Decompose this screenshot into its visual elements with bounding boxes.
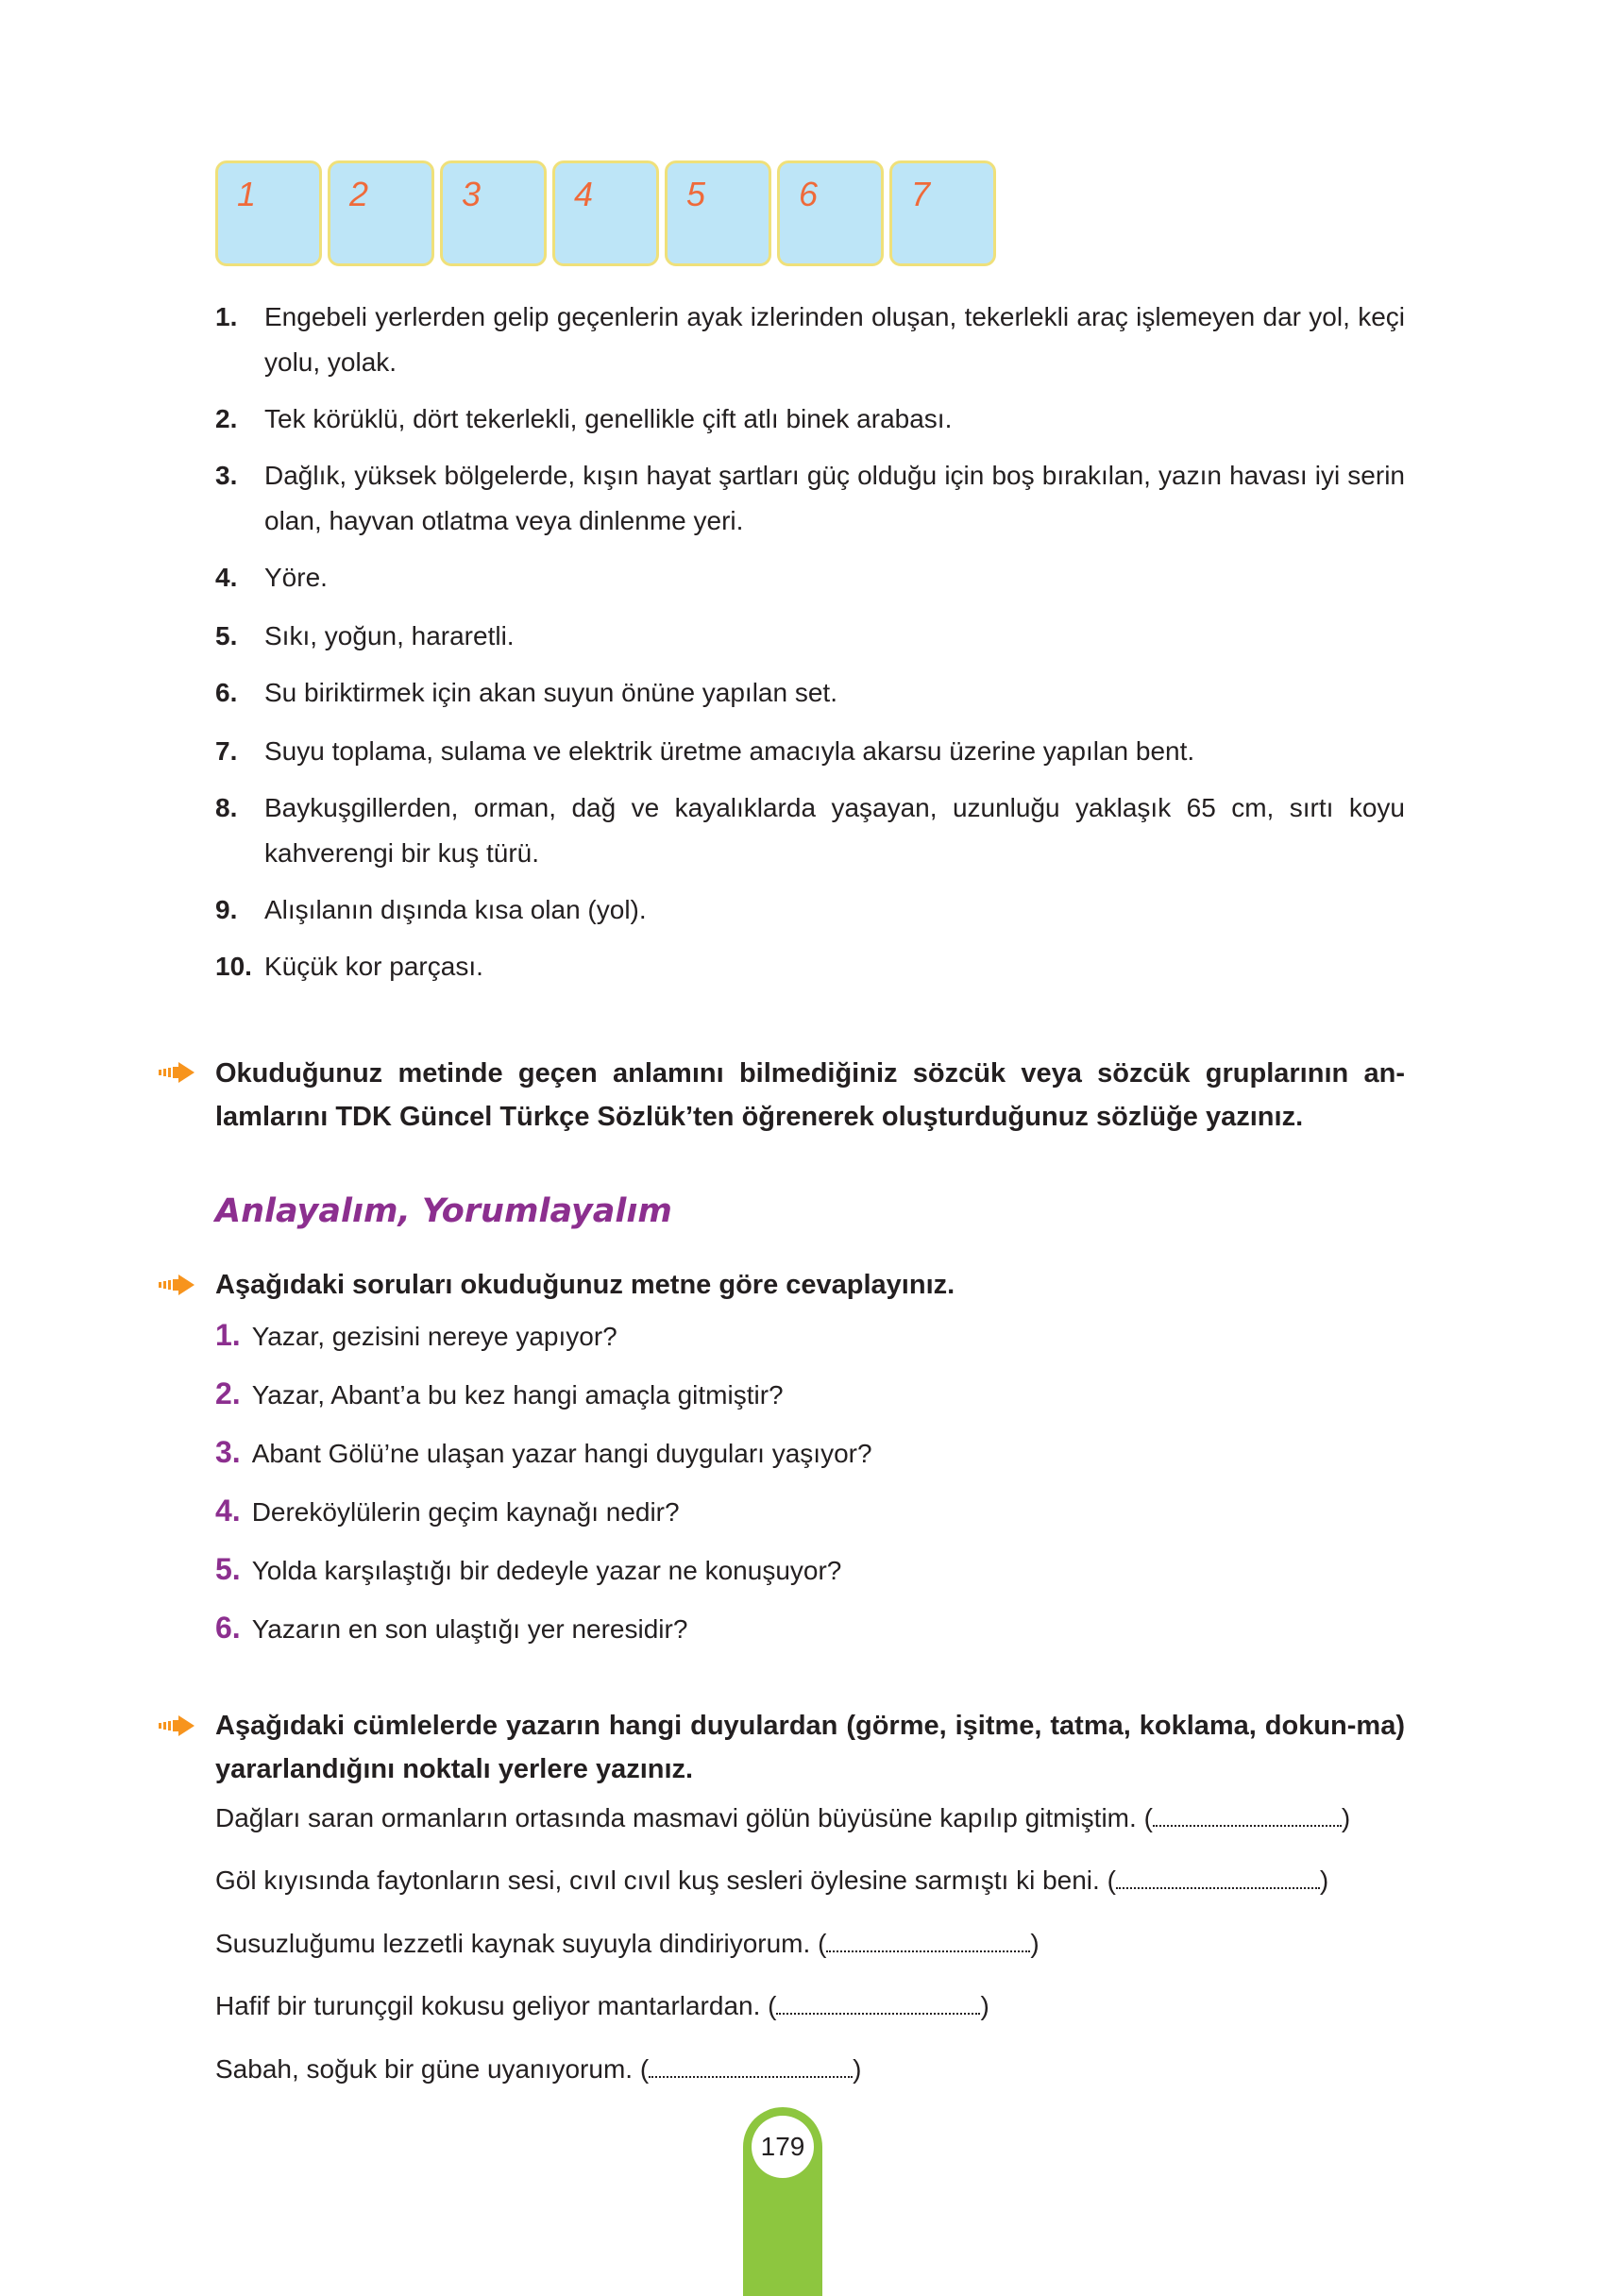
definition-item — [215, 614, 1405, 659]
question-number: 2. — [215, 1376, 241, 1410]
box-number: 4 — [574, 175, 594, 213]
question-text: Yazar, Abant’a bu kez hangi amaçla gitmiştir? — [251, 1380, 784, 1410]
question-item — [215, 1375, 1405, 1414]
crossword-box-4[interactable] — [552, 160, 659, 266]
sentence-text: Göl kıyısında faytonların sesi, cıvıl cıvıl kuş sesleri öylesine sarmıştı ki beni. ( — [215, 1866, 1116, 1895]
sentence-item — [215, 1925, 1414, 1963]
question-text: Yazarın en son ulaştığı yer neresidir? — [251, 1614, 688, 1644]
question-text: Yazar, gezisini nereye yapıyor? — [251, 1322, 617, 1351]
definition-text: Sıkı, yoğun, hararetli. — [264, 621, 515, 650]
definition-number: 1. — [215, 302, 238, 331]
answer-blank[interactable] — [1116, 1870, 1320, 1889]
question-number: 1. — [215, 1318, 241, 1352]
definition-number: 10. — [215, 952, 252, 981]
question-number: 6. — [215, 1611, 241, 1645]
answer-blank[interactable] — [649, 2059, 853, 2078]
question-item — [215, 1609, 1405, 1648]
definition-number: 4. — [215, 563, 238, 592]
definition-text: Engebeli yerlerden gelip geçenlerin ayak izlerinden oluşan, tekerlekli araç işlemeyen dar yol, keçi yolu, yolak. — [264, 302, 1405, 377]
definition-text: Suyu toplama, sulama ve elektrik üretme amacıyla akarsu üzerine yapılan bent. — [264, 736, 1195, 766]
definition-number: 5. — [215, 621, 238, 650]
question-item — [215, 1550, 1405, 1590]
sentence-text: Susuzluğumu lezzetli kaynak suyuyla dindiriyorum. ( — [215, 1929, 827, 1958]
question-text: Yolda karşılaştığı bir dedeyle yazar ne konuşuyor? — [251, 1556, 842, 1585]
crossword-box-2[interactable] — [328, 160, 434, 266]
definition-item — [215, 453, 1405, 544]
box-number: 1 — [237, 175, 257, 213]
sentence-text: Sabah, soğuk bir güne uyanıyorum. ( — [215, 2054, 650, 2084]
question-number: 4. — [215, 1494, 241, 1528]
sentence-close: ) — [1341, 1803, 1351, 1832]
definition-text: Dağlık, yüksek bölgelerde, kışın hayat şartları güç olduğu için boş bırakılan, yazın havası iyi serin olan, hayvan otlatma veya dinlenme yeri. — [264, 461, 1405, 535]
crossword-box-1[interactable] — [215, 160, 322, 266]
sentence-item — [215, 2051, 1414, 2088]
sentence-close: ) — [980, 1991, 989, 2020]
definition-item — [215, 887, 1405, 933]
definition-item — [215, 295, 1405, 385]
sentence-close: ) — [1319, 1866, 1329, 1895]
crossword-box-6[interactable] — [777, 160, 884, 266]
box-number: 7 — [911, 175, 931, 213]
answer-blank[interactable] — [826, 1933, 1030, 1952]
crossword-box-7[interactable] — [889, 160, 996, 266]
question-item — [215, 1492, 1405, 1531]
sentence-text: Hafif bir turunçgil kokusu geliyor mantarlardan. ( — [215, 1991, 777, 2020]
sentence-item — [215, 1862, 1414, 1899]
instruction-questions: Aşağıdaki soruları okuduğunuz metne göre cevaplayınız. — [215, 1270, 955, 1300]
definition-item — [215, 944, 1405, 989]
definition-number: 7. — [215, 736, 238, 766]
definition-text: Baykuşgillerden, orman, dağ ve kayalıklarda yaşayan, uzunluğu yaklaşık 65 cm, sırtı koyu kahverengi bir kuş türü. — [264, 793, 1405, 868]
definition-item — [215, 785, 1405, 876]
definition-number: 2. — [215, 404, 238, 433]
sentence-text: Dağları saran ormanların ortasında masmavi gölün büyüsüne kapılıp gitmiştim. ( — [215, 1803, 1153, 1832]
definition-text: Küçük kor parçası. — [264, 952, 483, 981]
box-number: 3 — [462, 175, 482, 213]
crossword-box-3[interactable] — [440, 160, 547, 266]
definition-item — [215, 670, 1405, 716]
definition-text: Alışılanın dışında kısa olan (yol). — [264, 895, 647, 924]
arrow-bullet-icon — [159, 1715, 194, 1736]
box-number: 6 — [799, 175, 819, 213]
answer-blank[interactable] — [776, 1996, 980, 2015]
definition-number: 3. — [215, 461, 238, 490]
definition-item — [215, 397, 1405, 442]
definition-text: Tek körüklü, dört tekerlekli, genellikle çift atlı binek arabası. — [264, 404, 953, 433]
crossword-box-5[interactable] — [665, 160, 771, 266]
arrow-bullet-icon — [159, 1275, 194, 1295]
definition-item — [215, 555, 1405, 600]
question-text: Dereköylülerin geçim kaynağı nedir? — [251, 1497, 680, 1527]
sentence-item — [215, 1987, 1414, 2025]
instruction-dictionary: Okuduğunuz metinde geçen anlamını bilmediğiniz sözcük veya sözcük gruplarının an-lamlarını TDK Güncel Türkçe Sözlük’ten öğrenerek oluşturduğunuz sözlüğe yazınız. — [215, 1058, 1405, 1132]
definition-number: 8. — [215, 793, 238, 822]
sentence-item — [215, 1799, 1414, 1837]
instruction-senses: Aşağıdaki cümlelerde yazarın hangi duyulardan (görme, işitme, tatma, koklama, dokun-ma) yararlandığını noktalı yerlere yazınız. — [215, 1711, 1405, 1784]
definition-item — [215, 729, 1405, 774]
sentence-close: ) — [853, 2054, 862, 2084]
definition-text: Yöre. — [264, 563, 328, 592]
box-number: 2 — [349, 175, 369, 213]
question-item — [215, 1433, 1405, 1473]
question-item — [215, 1316, 1405, 1356]
section-title: Anlayalım, Yorumlayalım — [215, 1192, 672, 1230]
question-number: 5. — [215, 1552, 241, 1586]
question-number: 3. — [215, 1435, 241, 1469]
page-number-tab — [743, 2107, 822, 2296]
sentence-close: ) — [1030, 1929, 1040, 1958]
definition-text: Su biriktirmek için akan suyun önüne yapılan set. — [264, 678, 837, 707]
definition-number: 9. — [215, 895, 238, 924]
arrow-bullet-icon — [159, 1062, 194, 1083]
box-number: 5 — [686, 175, 706, 213]
answer-blank[interactable] — [1153, 1808, 1342, 1827]
page-number: 179 — [752, 2116, 814, 2178]
question-text: Abant Gölü’ne ulaşan yazar hangi duyguları yaşıyor? — [251, 1439, 872, 1468]
definition-number: 6. — [215, 678, 238, 707]
